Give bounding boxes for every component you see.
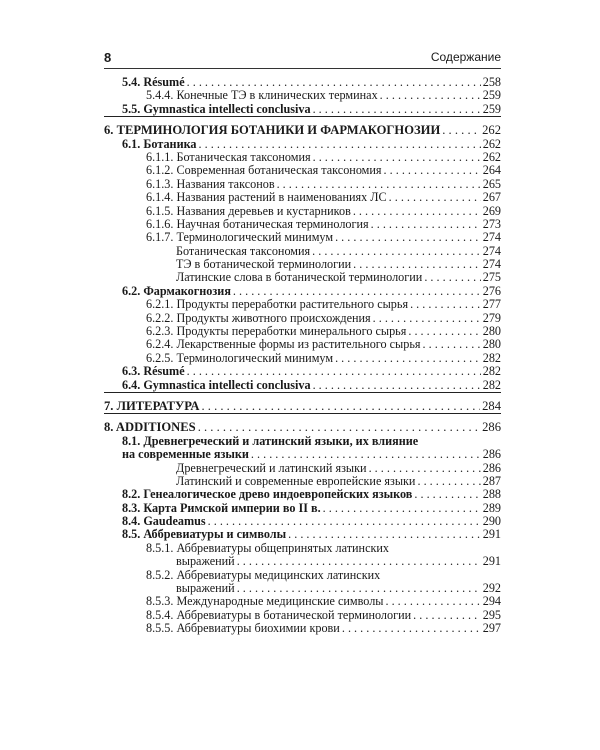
toc-entry-title: Латинские слова в ботанической терминологии — [176, 270, 423, 285]
toc-entry[interactable] — [104, 325, 501, 338]
toc-entry-page: 282 — [482, 377, 501, 392]
toc-entry[interactable] — [104, 271, 501, 284]
toc-entry[interactable] — [104, 475, 501, 488]
toc-entry-title: Ботаническая таксономия — [176, 243, 311, 258]
toc-entry-page: 290 — [482, 514, 501, 529]
toc-entry-title: 6.1.1. Ботаническая таксономия — [146, 149, 311, 164]
dot-leader — [185, 365, 481, 378]
dot-leader — [321, 502, 481, 515]
dot-leader — [311, 151, 481, 164]
dot-leader — [415, 475, 480, 488]
toc-entry[interactable] — [104, 258, 501, 271]
toc-entry[interactable] — [104, 488, 501, 501]
toc-entry-title: 6.1.3. Названия таксонов — [146, 176, 275, 191]
toc-entry[interactable] — [104, 285, 501, 298]
toc-entry[interactable] — [104, 502, 501, 515]
dot-leader — [422, 271, 480, 284]
toc-entry[interactable] — [104, 151, 501, 164]
toc-entry-title: 8.5.5. Аббревиатуры биохимии крови — [146, 621, 340, 636]
toc-entry-page: 286 — [482, 447, 501, 462]
toc-entry[interactable] — [104, 191, 501, 204]
dot-leader — [378, 89, 481, 102]
dot-leader — [333, 231, 481, 244]
toc-entry-page: 259 — [482, 88, 501, 103]
toc-entry[interactable] — [104, 515, 501, 528]
dot-leader — [406, 325, 480, 338]
dot-leader — [369, 218, 481, 231]
toc-entry-title: 8.5.4. Аббревиатуры в ботанической терминологии — [146, 607, 412, 622]
toc-entry-title: Древнегреческий и латинский языки — [176, 460, 367, 475]
toc-entry-page: 267 — [482, 190, 501, 205]
dot-leader — [185, 76, 481, 89]
toc-entry-page: 286 — [482, 420, 501, 435]
toc-entry-page: 259 — [482, 101, 501, 116]
toc-entry[interactable] — [104, 218, 501, 231]
toc-entry-page: 295 — [482, 607, 501, 622]
dot-leader — [412, 488, 480, 501]
dot-leader — [311, 379, 481, 392]
dot-leader — [383, 595, 480, 608]
dot-leader — [199, 400, 480, 413]
toc-entry[interactable] — [104, 138, 501, 151]
toc-entry-page: 287 — [482, 473, 501, 488]
toc-entry-page: 289 — [482, 500, 501, 515]
toc-entry-title: 7. ЛИТЕРАТУРА — [104, 398, 200, 413]
toc-entry-page: 274 — [482, 230, 501, 245]
toc-entry-title: 6.1.5. Названия деревьев и кустарников — [146, 203, 351, 218]
toc-entry-title: 8.4. Gaudeamus — [122, 514, 206, 529]
toc-entry[interactable] — [104, 205, 501, 218]
toc-entry[interactable] — [104, 595, 501, 608]
toc-entry-page: 274 — [482, 257, 501, 272]
toc-entry-page: 262 — [482, 123, 501, 138]
toc-entry-page: 284 — [482, 398, 501, 413]
dot-leader — [275, 178, 481, 191]
toc-entry-page: 262 — [482, 136, 501, 151]
toc-entry[interactable] — [104, 448, 501, 461]
toc-entry-title: 8.5.2. Аббревиатуры медицинских латинских — [146, 567, 381, 582]
toc-entry-page: 274 — [482, 243, 501, 258]
toc-entry[interactable] — [104, 555, 501, 568]
toc-entry-title: 5.4. Résumé — [122, 74, 185, 89]
dot-leader — [249, 448, 481, 461]
toc-entry-title: 6.2.5. Терминологический минимум — [146, 350, 334, 365]
toc-entry-page: 292 — [482, 581, 501, 596]
dot-leader — [311, 103, 481, 116]
toc-entry-page: 282 — [482, 350, 501, 365]
toc-entry[interactable] — [104, 231, 501, 244]
dot-leader — [310, 245, 481, 258]
running-title: Содержание — [430, 50, 501, 64]
toc-entry-page: 273 — [482, 216, 501, 231]
toc-entry-title: 8.1. Древнегреческий и латинский языки, их влияние — [122, 433, 419, 448]
toc-entry-title: 6.2.4. Лекарственные формы из растительного сырья — [146, 337, 421, 352]
toc-entry-title: 6.2.3. Продукты переработки минерального сырья — [146, 324, 407, 339]
toc-entry-page: 280 — [482, 324, 501, 339]
toc-entry-page: 265 — [482, 176, 501, 191]
toc-entry-title: 8.5. Аббревиатуры и символы — [122, 527, 287, 542]
toc-entry[interactable] — [104, 435, 501, 448]
toc-entry[interactable] — [104, 365, 501, 378]
dot-leader — [408, 298, 481, 311]
toc-entry-title: 8.5.1. Аббревиатуры общепринятых латинских — [146, 540, 390, 555]
toc-entry-title: 6.1.7. Терминологический минимум — [146, 230, 334, 245]
toc-entry-title: 6.1. Ботаника — [122, 136, 197, 151]
toc-entry-title: Латинский и современные европейские языки — [176, 473, 416, 488]
toc-entry[interactable] — [104, 400, 501, 413]
toc-entry[interactable] — [104, 178, 501, 191]
toc-entry-page: 286 — [482, 460, 501, 475]
toc-entry-page: 294 — [482, 594, 501, 609]
page-number: 8 — [104, 50, 112, 65]
toc-entry[interactable] — [104, 338, 501, 351]
toc-entry-page: 291 — [482, 554, 501, 569]
toc-entry-title: 6.1.6. Научная ботаническая терминология — [146, 216, 369, 231]
toc-entry-title: ТЭ в ботанической терминологии — [176, 257, 352, 272]
dot-leader — [371, 312, 481, 325]
toc-entry-title: выражений — [176, 554, 235, 569]
toc-entry-title: 8.5.3. Международные медицинские символы — [146, 594, 384, 609]
toc-entry-title: 5.5. Gymnastica intellecti conclusiva — [122, 101, 311, 116]
toc-entry-title: 6.3. Résumé — [122, 364, 185, 379]
toc-entry[interactable] — [104, 379, 501, 392]
toc-entry[interactable] — [104, 164, 501, 177]
dot-leader — [382, 164, 481, 177]
toc-entry-title: 8. ADDITIONES — [104, 420, 196, 435]
toc-entry[interactable] — [104, 622, 501, 635]
toc-entry[interactable] — [104, 462, 501, 475]
dot-leader — [231, 285, 481, 298]
toc-entry[interactable] — [104, 542, 501, 555]
toc-entry-title: 6.2.2. Продукты животного происхождения — [146, 310, 371, 325]
dot-leader — [197, 138, 481, 151]
toc-entry-page: 282 — [482, 364, 501, 379]
toc-entry[interactable] — [104, 312, 501, 325]
dot-leader — [235, 555, 481, 568]
dot-leader — [440, 124, 480, 137]
toc-entry-page: 276 — [482, 283, 501, 298]
toc-entry[interactable] — [104, 569, 501, 582]
toc-entry[interactable] — [104, 298, 501, 311]
toc-entry-page: 258 — [482, 74, 501, 89]
toc-entry-page: 291 — [482, 527, 501, 542]
toc-entry-title: 6.1.4. Названия растений в наименованиях ЛС — [146, 190, 387, 205]
dot-leader — [196, 421, 480, 434]
toc-entry-title: 6. ТЕРМИНОЛОГИЯ БОТАНИКИ И ФАРМАКОГНОЗИИ — [104, 123, 441, 138]
toc-entry-title: 6.2. Фармакогнозия — [122, 283, 231, 298]
toc-entry-title: 6.2.1. Продукты переработки растительного сырья — [146, 297, 409, 312]
dot-leader — [206, 515, 481, 528]
toc-entry-title: 8.2. Генеалогическое древо индоевропейских языков — [122, 487, 413, 502]
toc-entry-page: 275 — [482, 270, 501, 285]
dot-leader — [367, 462, 481, 475]
toc-entry-page: 264 — [482, 163, 501, 178]
toc-entry-title: на современные языки — [122, 447, 249, 462]
toc-entry[interactable] — [104, 89, 501, 102]
toc-entry-page: 288 — [482, 487, 501, 502]
dot-leader — [351, 205, 481, 218]
toc-entry[interactable] — [104, 609, 501, 622]
toc-entry-page: 280 — [482, 337, 501, 352]
toc-entry-title: 6.1.2. Современная ботаническая таксономия — [146, 163, 382, 178]
toc-entry-title: выражений — [176, 581, 235, 596]
dot-leader — [387, 191, 481, 204]
dot-leader — [421, 338, 481, 351]
toc-entry[interactable] — [104, 352, 501, 365]
toc-entry-page: 262 — [482, 149, 501, 164]
toc-entry[interactable] — [104, 529, 501, 542]
toc-entry[interactable] — [104, 245, 501, 258]
dot-leader — [333, 352, 481, 365]
toc-entry-title: 5.4.4. Конечные ТЭ в клинических терминах — [146, 88, 378, 103]
toc-entry-title: 8.3. Карта Римской империи во II в. — [122, 500, 321, 515]
toc-entry-page: 277 — [482, 297, 501, 312]
toc-entry-title: 6.4. Gymnastica intellecti conclusiva — [122, 377, 311, 392]
dot-leader — [235, 582, 481, 595]
dot-leader — [351, 258, 481, 271]
dot-leader — [340, 622, 481, 635]
toc-entry-page: 279 — [482, 310, 501, 325]
dot-leader — [286, 528, 481, 541]
dot-leader — [411, 609, 481, 622]
toc-entry[interactable] — [104, 582, 501, 595]
toc-entry[interactable] — [104, 76, 501, 89]
toc-entry[interactable] — [104, 421, 501, 434]
toc-entry[interactable] — [104, 124, 501, 137]
toc-entry-page: 269 — [482, 203, 501, 218]
toc-entry-page: 297 — [482, 621, 501, 636]
toc-entry[interactable] — [104, 103, 501, 116]
table-of-contents — [104, 76, 501, 636]
page-header — [104, 50, 501, 69]
